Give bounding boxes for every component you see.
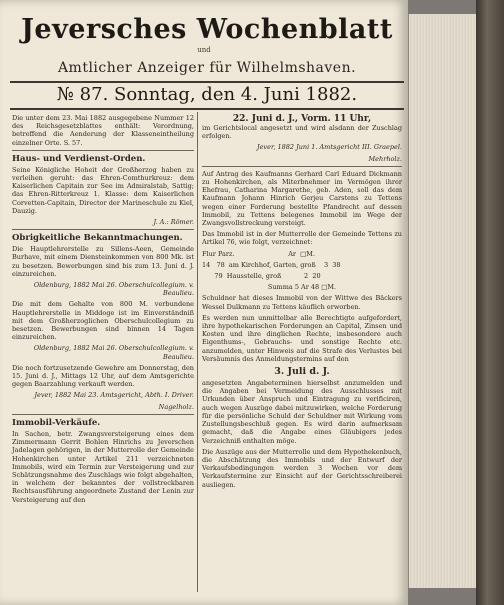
right-column: [202, 114, 402, 492]
masthead-rule-top: [10, 81, 404, 83]
masthead-subtitle: Amtlicher Anzeiger für Wilhelmshaven.: [57, 60, 357, 76]
bekanntmachungen-heading: Obrigkeitliche Bekanntmachungen.: [12, 233, 183, 244]
notice-3: Die noch fortzusetzende Gewehre am Donnerstag, den 15. Juni d. J., Mittags 12 Uhr, auf dem Amtsgerichte gegen Baarzahlung verkauft werden.: [12, 363, 194, 389]
auction-date-line: 22. Juni d. J., Vorm. 11 Uhr,: [232, 114, 372, 124]
masthead-rule-bottom: [10, 108, 404, 110]
auction-signature: Jever, 1882 Juni 1. Amtsgericht III. Graepel.: [256, 143, 402, 152]
parcel-sum: Summa 5 Ar 48 □M.: [267, 283, 337, 292]
notice-1: Die Hauptlehrerstelle zu Sillens-Aeen, Gemeinde Burhave, mit einem Diensteinkommen von 800 Mk. ist zu besetzen. Bewerbungen sind bis zum 13. Juni d. J. einzureichen.: [12, 245, 194, 278]
debtor-text: Schuldner hat dieses Immobil von der Wittwe des Bäckers Wessel Dulkmann zu Tettens käuflich erworben.: [202, 294, 402, 311]
notice-2-signature: Oldenburg, 1882 Mai 26. Oberschulcollegium. v. Beaulieu.: [33, 344, 194, 361]
column-divider: [197, 112, 198, 592]
masthead-title: Jeversches Wochenblatt: [21, 14, 393, 45]
immobil-text: In Sachen, betr. Zwangsversteigerung eines dem Zimmermann Gerrit Bohlen Hinrichs zu Jeverschen Jadelagen gehörigen, in der Mutterrolle der Gemeinde Hohenkirchen unter Artikel 211 verzeichneten Immobils, wird ein Termin zur Versteigerung und zur Schätzungsnahme des Zuschlags wie folgt abgehalten, in welchem der bekanntes der vollstreckbaren Rechtsausführung angeordnete Zustand der Lenin zur Versteigerung auf den: [12, 429, 194, 504]
separator: [12, 150, 194, 151]
separator: [12, 414, 194, 415]
intro-notice: Die unter dem 23. Mai 1882 ausgegebene Nummer 12 des Reichsgesetzblattes enthält: Verordnung, betreffend die Aenderung der Klasseneintheilung einzelner Orte. S. 57.: [12, 114, 194, 147]
orden-heading: Haus- und Verdienst-Orden.: [12, 153, 146, 164]
claim-text: angesetzten Angabeterminen hierselbst anzumelden und die Angaben bei Vermeidung des Ausschlusses mit Urkunden über Anspruch und Eintragung zu verificiren, auch wegen Auszüge dabei mitzuwirken, welche Forderung für die persönliche Schuld der Schuldner mit Wirkung vom Zustellungsbeschluß gegen. Es wird darin aufmerksam gemacht, daß die Angabe eines Gläubigers jedes Verzeichniß enthalten möge.: [202, 379, 402, 445]
page-edges: [408, 14, 477, 588]
petition-text: Auf Antrag des Kaufmanns Gerhard Carl Eduard Dickmann zu Hohenkirchen, als Miterbnehmer im Vermögen ihrer Ehefrau, Catharina Margarethe, geb. Aden, soll das dem Kaufmann Johann Hinrich Gerjeu Carstens zu Tettens wegen einer Forderung bestellte Pfandrecht auf dessen Immobil, zu Tettens belegenes Immobil im Wege der Zwangsvollstreckung versteigt.: [202, 169, 402, 228]
claim-date: 3. Juli d. J.: [274, 366, 330, 378]
parcel-row-2: 79 Hausstelle, groß 2 20: [202, 272, 321, 281]
immobil-heading: Immobil-Verkäufe.: [12, 417, 101, 428]
orden-text: Seine Königliche Hoheit der Großherzog haben zu verleihen geruht: das Ehren-Comthurkreuz: dem Kaiserlichen Capitain zur See im Admiralstab, Sattig; das Ehren-Ritterkreuz 1. Klasse: dem Kaiserlichen Corvetten-Capitain, Director der Marineschule zu Kiel, Dauzig.: [12, 165, 194, 215]
separator: [202, 166, 402, 167]
immobil-registry-text: Das Immobil ist in der Mutterrolle der Gemeinde Tettens zu Artikel 76, wie folgt, verzeichnet:: [202, 230, 402, 247]
notice-3-signature: Jever, 1882 Mai 23. Amtsgericht, Abth. I. Driver.: [34, 391, 194, 400]
masthead-und: und: [197, 46, 211, 54]
issue-line: № 87. Sonntag, den 4. Juni 1882.: [56, 84, 358, 105]
creditor-call-text: Es werden nun unmittelbar alle Berechtigte aufgefordert, ihre hypothekarischen Forderungen an Capital, Zinsen und Kosten und ihre dinglichen Rechte, insbesondere auch Eigenthums-, Gebrauchs- und sonstige Rechte etc. anzumelden, unter Hinweis auf die Strafe des Verlustes bei Versäumnis des Anmeldungstermins auf den: [202, 313, 402, 363]
orden-signature: J. A.: Römer.: [153, 218, 194, 227]
auction-text: im Gerichtslocal angesetzt und wird alsdann der Zuschlag erfolgen.: [202, 124, 402, 141]
notice-2: Die mit dem Gehalte von 800 M. verbundene Hauptlehrerstelle in Middoge ist im Einverständniß mit dem Großherzoglichen Oberschulcollegium zu besetzen. Bewerbungen sind binnen 14 Tagen einzureichen.: [12, 300, 194, 342]
separator: [12, 229, 194, 230]
documents-text: Die Auszüge aus der Mutterrolle und dem Hypothekenbuch, die Abschätzung des Immobils und der Entwurf der Verkaufsbedingungen werden 3 Wochen vor dem Verkaufstermine zur Einsicht auf der Gerichtsschreiberei ausliegen.: [202, 447, 402, 489]
parcel-row-1: 14 78 am Kirchhof, Garten, groß 3 38: [202, 260, 341, 269]
auction-signature-2: Mehrholz.: [368, 154, 402, 163]
parcel-table-head: Flur Parz. Ar □M.: [202, 249, 316, 258]
notice-3-signature-2: Nagelholz.: [158, 402, 194, 411]
book-spine: [476, 0, 504, 605]
notice-1-signature: Oldenburg, 1882 Mai 26. Oberschulcollegium. v. Beaulieu.: [33, 281, 194, 298]
left-column: [12, 114, 194, 507]
